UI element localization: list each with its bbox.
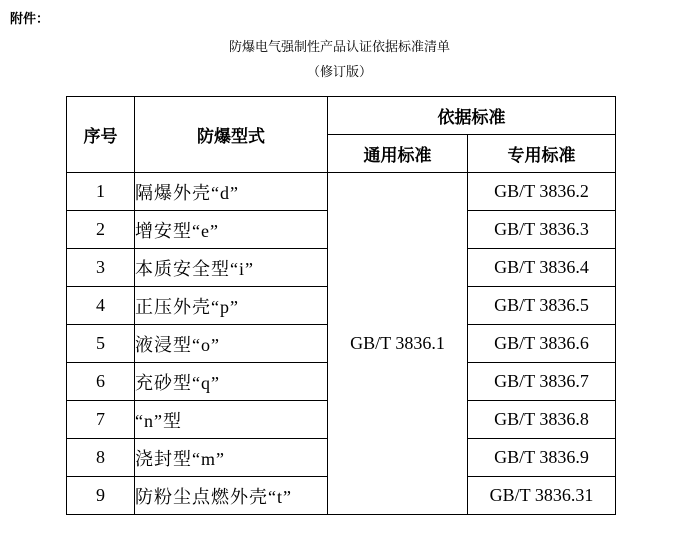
special-standard: GB/T 3836.2 — [468, 173, 616, 211]
special-standard: GB/T 3836.4 — [468, 249, 616, 287]
special-standard: GB/T 3836.8 — [468, 401, 616, 439]
special-standard: GB/T 3836.6 — [468, 325, 616, 363]
explosion-protection-type: 正压外壳“p” — [135, 287, 328, 325]
special-standard: GB/T 3836.3 — [468, 211, 616, 249]
special-standard: GB/T 3836.9 — [468, 439, 616, 477]
explosion-protection-type: 液浸型“o” — [135, 325, 328, 363]
table-row — [67, 173, 616, 211]
row-number: 8 — [67, 439, 135, 477]
row-number: 6 — [67, 363, 135, 401]
table-body — [67, 173, 616, 515]
special-standard: GB/T 3836.5 — [468, 287, 616, 325]
explosion-protection-type: 隔爆外壳“d” — [135, 173, 328, 211]
explosion-protection-type: 充砂型“q” — [135, 363, 328, 401]
row-number: 9 — [67, 477, 135, 515]
explosion-protection-type: 防粉尘点燃外壳“t” — [135, 477, 328, 515]
attachment-label: 附件： — [10, 12, 50, 27]
row-number: 1 — [67, 173, 135, 211]
document-subtitle: （修订版） — [306, 65, 372, 80]
row-number: 2 — [67, 211, 135, 249]
row-number: 7 — [67, 401, 135, 439]
header-seq: 序号 — [67, 97, 135, 173]
explosion-protection-type: “n”型 — [135, 401, 328, 439]
general-standard: GB/T 3836.1 — [328, 173, 468, 515]
header-general: 通用标准 — [328, 135, 468, 173]
explosion-protection-type: 本质安全型“i” — [135, 249, 328, 287]
explosion-protection-type: 浇封型“m” — [135, 439, 328, 477]
standards-table — [66, 96, 616, 515]
row-number: 4 — [67, 287, 135, 325]
explosion-protection-type: 增安型“e” — [135, 211, 328, 249]
row-number: 3 — [67, 249, 135, 287]
header-type: 防爆型式 — [135, 97, 328, 173]
document-title: 防爆电气强制性产品认证依据标准清单 — [228, 40, 450, 55]
row-number: 5 — [67, 325, 135, 363]
special-standard: GB/T 3836.31 — [468, 477, 616, 515]
header-basis: 依据标准 — [328, 97, 616, 135]
header-special: 专用标准 — [468, 135, 616, 173]
special-standard: GB/T 3836.7 — [468, 363, 616, 401]
